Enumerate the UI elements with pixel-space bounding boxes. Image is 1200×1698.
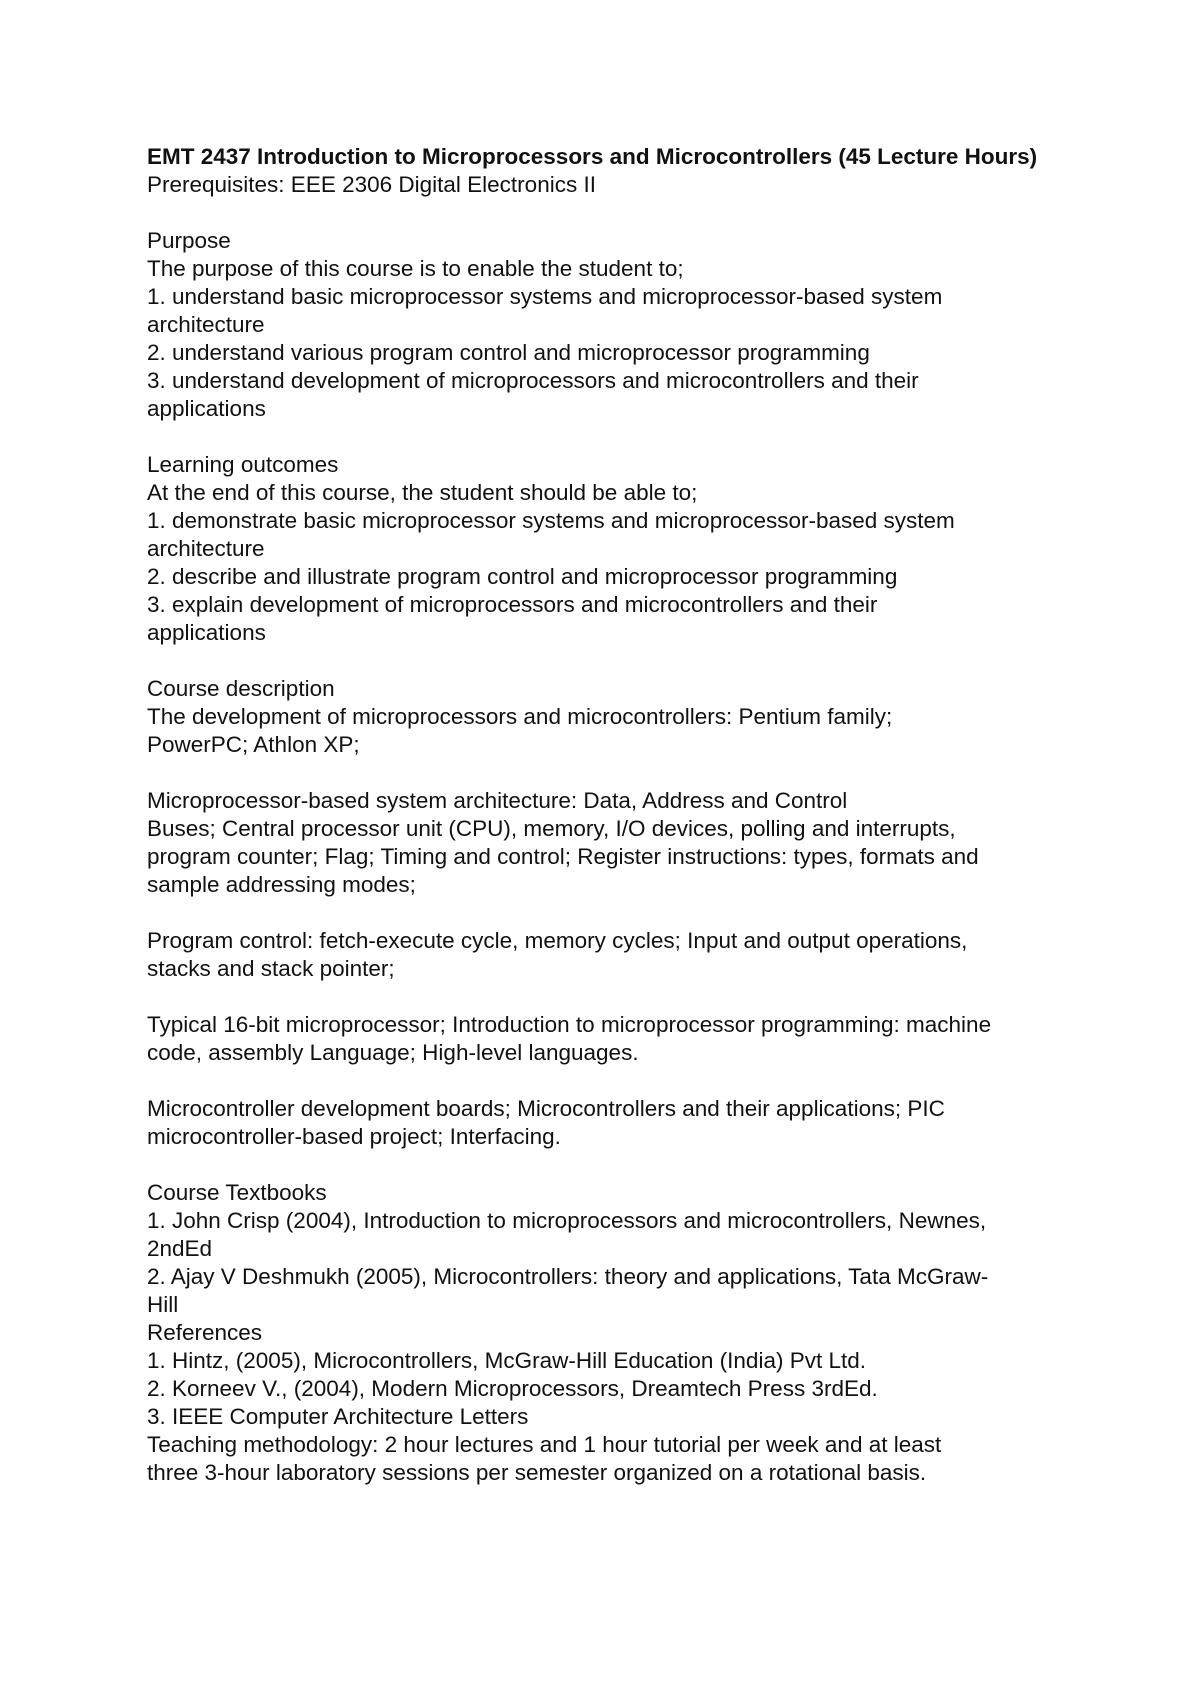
- purpose-item: 3. understand development of microprocessors and microcontrollers and their: [147, 368, 919, 393]
- textbook-item: 2. Ajay V Deshmukh (2005), Microcontrollers: theory and applications, Tata McGraw-: [147, 1264, 989, 1289]
- spacer: [147, 1067, 1092, 1095]
- purpose-item: 2. understand various program control and microprocessor programming: [147, 340, 870, 365]
- teaching-methodology: Teaching methodology: 2 hour lectures and 1 hour tutorial per week and at least: [147, 1432, 942, 1457]
- spacer: [147, 899, 1092, 927]
- learning-outcomes-heading: Learning outcomes: [147, 452, 339, 477]
- learning-outcome-item: applications: [147, 620, 266, 645]
- purpose-item: 1. understand basic microprocessor systems and microprocessor-based system: [147, 284, 943, 309]
- course-description-heading: Course description: [147, 676, 335, 701]
- spacer: [147, 199, 1092, 227]
- textbook-item: Hill: [147, 1292, 179, 1317]
- textbook-item: 2ndEd: [147, 1236, 213, 1261]
- spacer: [147, 647, 1092, 675]
- description-line: The development of microprocessors and microcontrollers: Pentium family;: [147, 704, 893, 729]
- learning-outcomes-intro: At the end of this course, the student should be able to;: [147, 480, 698, 505]
- learning-outcome-item: 3. explain development of microprocessors and microcontrollers and their: [147, 592, 878, 617]
- description-line: Buses; Central processor unit (CPU), memory, I/O devices, polling and interrupts,: [147, 816, 956, 841]
- purpose-item: architecture: [147, 312, 265, 337]
- learning-outcome-item: 2. describe and illustrate program control and microprocessor programming: [147, 564, 898, 589]
- purpose-item: applications: [147, 396, 266, 421]
- spacer: [147, 423, 1092, 451]
- learning-outcome-item: 1. demonstrate basic microprocessor systems and microprocessor-based system: [147, 508, 955, 533]
- description-line: stacks and stack pointer;: [147, 956, 395, 981]
- description-line: code, assembly Language; High-level languages.: [147, 1040, 639, 1065]
- description-line: Typical 16-bit microprocessor; Introduction to microprocessor programming: machine: [147, 1012, 992, 1037]
- description-line: program counter; Flag; Timing and control; Register instructions: types, formats and: [147, 844, 979, 869]
- textbooks-heading: Course Textbooks: [147, 1180, 327, 1205]
- description-line: Microprocessor-based system architecture: Data, Address and Control: [147, 788, 848, 813]
- prerequisites: Prerequisites: EEE 2306 Digital Electronics II: [147, 172, 596, 197]
- reference-item: 3. IEEE Computer Architecture Letters: [147, 1404, 529, 1429]
- spacer: [147, 759, 1092, 787]
- textbook-item: 1. John Crisp (2004), Introduction to microprocessors and microcontrollers, Newnes,: [147, 1208, 987, 1233]
- description-line: PowerPC; Athlon XP;: [147, 732, 360, 757]
- description-line: microcontroller-based project; Interfacing.: [147, 1124, 561, 1149]
- purpose-heading: Purpose: [147, 228, 231, 253]
- description-line: Program control: fetch-execute cycle, memory cycles; Input and output operations,: [147, 928, 968, 953]
- description-line: Microcontroller development boards; Microcontrollers and their applications; PIC: [147, 1096, 945, 1121]
- course-title: EMT 2437 Introduction to Microprocessors and Microcontrollers (45 Lecture Hours): [147, 144, 1038, 169]
- description-line: sample addressing modes;: [147, 872, 416, 897]
- learning-outcome-item: architecture: [147, 536, 265, 561]
- purpose-intro: The purpose of this course is to enable the student to;: [147, 256, 684, 281]
- spacer: [147, 983, 1092, 1011]
- reference-item: 2. Korneev V., (2004), Modern Microprocessors, Dreamtech Press 3rdEd.: [147, 1376, 878, 1401]
- spacer: [147, 1151, 1092, 1179]
- reference-item: 1. Hintz, (2005), Microcontrollers, McGraw-Hill Education (India) Pvt Ltd.: [147, 1348, 866, 1373]
- teaching-methodology: three 3-hour laboratory sessions per semester organized on a rotational basis.: [147, 1460, 927, 1485]
- document-page: [147, 143, 1092, 1487]
- references-heading: References: [147, 1320, 263, 1345]
